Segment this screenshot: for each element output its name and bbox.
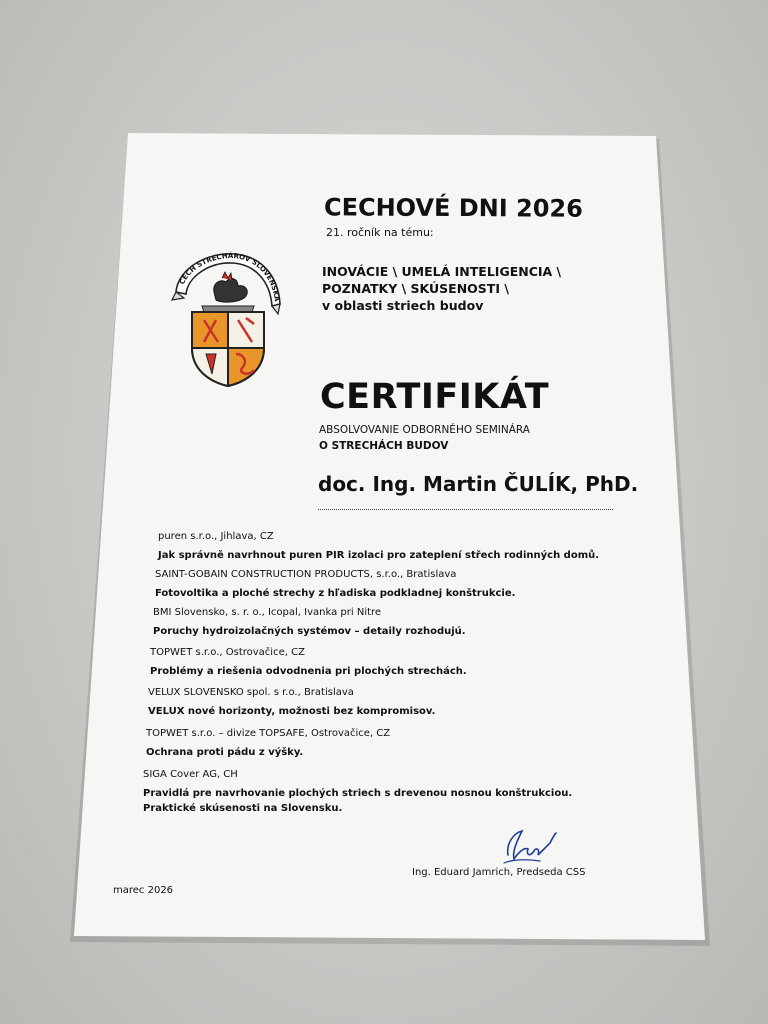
lecture-item: [155, 569, 515, 601]
emblem-ribbon-text: CECH STRECHÁROV SLOVENSKA: [178, 251, 281, 302]
lecture-company: SAINT-GOBAIN CONSTRUCTION PRODUCTS, s.r.o., Bratislava: [155, 569, 457, 580]
lecture-title: Fotovoltika a ploché strechy z hľadiska podkladnej konštrukcie.: [155, 588, 516, 599]
lecture-company: SIGA Cover AG, CH: [143, 769, 238, 780]
certificate-subtitle-line1: ABSOLVOVANIE ODBORNÉHO SEMINÁRA: [319, 424, 530, 436]
lecture-title: Poruchy hydroizolačných systémov – detaily rozhodujú.: [153, 626, 466, 637]
certificate-title: CERTIFIKÁT: [320, 377, 550, 417]
lecture-title: Pravidlá pre navrhovanie plochých striech s drevenou nosnou konštrukciou. Praktické skúsenosti na Slovensku.: [143, 788, 573, 814]
edition-label: 21. ročník na tému:: [326, 226, 434, 239]
lecture-item: [158, 531, 599, 563]
issue-date: marec 2026: [113, 885, 174, 896]
signature-scribble: [500, 825, 560, 870]
lecture-title: Jak správně navrhnout puren PIR izolaci pro zateplení střech rodinných domů.: [158, 550, 600, 561]
signer-name: Ing. Eduard Jamrich, Predseda CSS: [412, 867, 586, 878]
guild-emblem: [168, 248, 286, 388]
lecture-company: TOPWET s.r.o., Ostrovačice, CZ: [150, 647, 305, 658]
lecture-title: VELUX nové horizonty, možnosti bez kompromisov.: [148, 706, 436, 717]
event-title: CECHOVÉ DNI 2026: [323, 193, 583, 223]
lecture-item: [148, 687, 435, 719]
lecture-item: [150, 647, 467, 679]
lecture-title: Ochrana proti pádu z výšky.: [146, 747, 304, 758]
lecture-item: [146, 728, 390, 760]
topic-text: INOVÁCIE \ UMELÁ INTELIGENCIA \ POZNATKY \ SKÚSENOSTI \ v oblasti striech budov: [322, 264, 562, 313]
lecture-title: Problémy a riešenia odvodnenia pri plochých strechách.: [150, 666, 467, 677]
lecture-item: [153, 607, 466, 639]
recipient-underline: [318, 509, 613, 510]
recipient-name: doc. Ing. Martin ČULÍK, PhD.: [318, 472, 639, 496]
lecture-company: TOPWET s.r.o. – divize TOPSAFE, Ostrovačice, CZ: [146, 728, 391, 739]
lecture-company: BMI Slovensko, s. r. o., Icopal, Ivanka pri Nitre: [153, 607, 382, 618]
lecture-company: puren s.r.o., Jihlava, CZ: [158, 531, 274, 542]
certificate-subtitle-line2: O STRECHÁCH BUDOV: [319, 440, 449, 452]
lecture-item: [143, 769, 572, 816]
lecture-company: VELUX SLOVENSKO spol. s r.o., Bratislava: [148, 687, 354, 698]
